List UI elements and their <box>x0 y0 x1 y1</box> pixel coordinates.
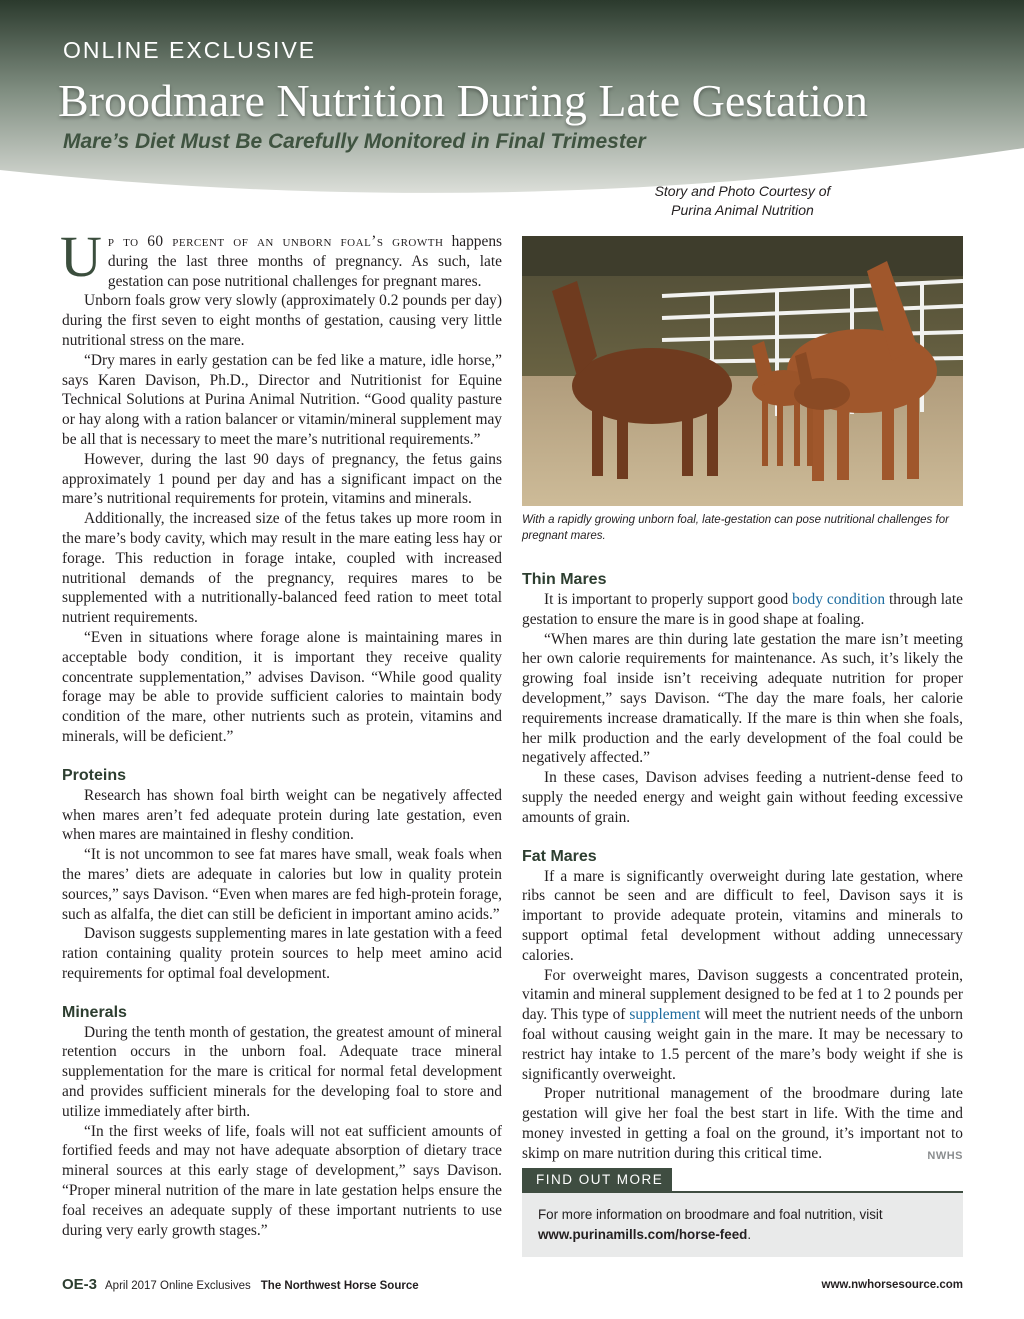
body-paragraph <box>522 966 963 1085</box>
body-paragraph: In these cases, Davison advises feeding a nutrient-dense feed to supply the needed energy and weight gain without feeding excessive amounts of grain. <box>522 769 963 826</box>
find-out-more-box <box>522 1193 963 1257</box>
body-condition-link[interactable]: body condition <box>792 591 886 608</box>
drop-cap: U <box>60 224 102 289</box>
credit-line-1: Story and Photo Courtesy of <box>654 183 831 199</box>
article-title: Broodmare Nutrition During Late Gestation <box>58 75 868 126</box>
section-heading-thin-mares: Thin Mares <box>522 571 607 588</box>
body-paragraph <box>522 1084 963 1163</box>
photo-credit <box>620 182 865 220</box>
find-out-more-text: For more information on broodmare and foal nutrition, visit <box>538 1207 883 1222</box>
purina-url-link[interactable]: www.purinamills.com/horse-feed <box>538 1227 748 1242</box>
publication-name: The Northwest Horse Source <box>260 1280 419 1292</box>
photo-caption: With a rapidly growing unborn foal, late-gestation can pose nutritional challenges for pregnant mares. <box>522 514 949 542</box>
lead-paragraph <box>60 224 502 291</box>
text-span: through late gestation to ensure the mare is in good shape at foaling. <box>522 591 963 628</box>
body-paragraph: Unborn foals grow very slowly (approximately 0.2 pounds per day) during the first seven to eight months of gestation, causing very little nutritional stress on the mare. <box>62 292 502 349</box>
horses-photo <box>522 236 963 506</box>
page-number: OE-3 <box>62 1276 98 1293</box>
supplement-link[interactable]: supplement <box>629 1006 701 1024</box>
body-paragraph: However, during the last 90 days of pregnancy, the fetus gains approximately 1 pound per day and has a significant impact on the mare’s nutritional requirements for protein, vitamins and minerals. <box>62 450 502 508</box>
text-span: . <box>747 1227 752 1242</box>
website-link[interactable]: www.nwhorsesource.com <box>821 1279 963 1291</box>
body-paragraph: Additionally, the increased size of the fetus takes up more room in the mare’s body cavity, which may result in the mare eating less hay or forage. This reduction in forage intake, coupled with increased nutritional demands of the pregnancy, requires mares to be supplemented with a nutritionally-balanced feed ration to meet total nutrient requirements. <box>62 510 502 627</box>
header-banner <box>0 0 1024 200</box>
article-subtitle: Mare’s Diet Must Be Carefully Monitored in Final Trimester <box>63 130 646 153</box>
text-span: It is important to properly support good <box>544 591 793 608</box>
section-heading-fat-mares: Fat Mares <box>522 847 597 865</box>
section-heading-proteins: Proteins <box>62 766 127 784</box>
body-paragraph <box>522 590 963 630</box>
text-span: will meet the nutrient needs of the unborn foal without causing weight gain in the mare. It may be necessary to restrict hay intake to 1.5 percent of the mare’s body weight if she is significantly overweight. <box>522 1006 963 1083</box>
section-heading-minerals: Minerals <box>62 1003 127 1021</box>
lead-text: happens during the last three months of pregnancy. As such, late gestation can pose nutritional challenges for pregnant mares. <box>107 233 502 290</box>
find-out-more-label: FIND OUT MORE <box>522 1168 672 1192</box>
author-signature: NWHS <box>927 1149 963 1162</box>
horses-illustration <box>522 236 963 506</box>
text-span: Proper nutritional management of the broodmare during late gestation will give her foal the best start in life. With the time and money invested in getting a foal on the ground, it’s important not to skimp on mare nutrition during this critical time. <box>522 1085 963 1162</box>
body-paragraph: Davison suggests supplementing mares in late gestation with a feed ration containing quality protein sources to help meet amino acid requirements for optimal foal development. <box>62 925 502 982</box>
issue-label: April 2017 Online Exclusives <box>105 1280 251 1292</box>
body-paragraph: During the tenth month of gestation, the greatest amount of mineral retention occurs in the unborn foal. Adequate trace mineral supplementation for the mare is critical for normal fetal development and provides sufficient minerals for the developing foal to store and utilize immediately after birth. <box>62 1023 502 1120</box>
body-paragraph: “In the first weeks of life, foals will not eat sufficient amounts of fortified feeds and may not have adequate absorption of dietary trace mineral sources at this early stage of development,” says Davison. “Proper mineral nutrition of the mare in late gestation helps ensure the foal receives an adequate supply of these important nutrients to use during very early growth stages.” <box>62 1122 502 1239</box>
body-paragraph: “It is not uncommon to see fat mares have small, weak foals when the mares’ diets are adequate in calories but low in quality protein sources,” says Davison. “Even when mares are fed high-protein forage, such as alfalfa, the diet can still be deficient in important amino acids.” <box>62 846 502 923</box>
credit-line-2: Purina Animal Nutrition <box>671 202 814 218</box>
body-paragraph: Research has shown foal birth weight can be negatively affected when mares aren’t fed adequate protein during late gestation, even when mares are maintained in fleshy condition. <box>62 786 502 844</box>
section-eyebrow: ONLINE EXCLUSIVE <box>63 37 317 63</box>
page-footer <box>62 1276 963 1298</box>
body-paragraph: “Even in situations where forage alone is maintaining mares in acceptable body condition, it is important they receive quality concentrate supplementation,” advises Davison. “While good quality forage may be able to provide sufficient calories to maintain body condition of the mare, other nutrients such as protein, vitamins and minerals, will be deficient.” <box>62 628 502 745</box>
body-paragraph: “Dry mares in early gestation can be fed like a mature, idle horse,” says Karen Davison, Ph.D., Director and Nutritionist for Equine Technical Solutions at Purina Animal Nutrition. “Good quality pasture or hay along with a ration balancer or vitamin/mineral supplement may be all that is necessary to meet the mare’s nutritional requirements.” <box>62 351 502 448</box>
article-column-right <box>522 570 963 1167</box>
article-column-left <box>60 224 502 1240</box>
body-paragraph: “When mares are thin during late gestation the mare isn’t meeting her own calorie requirements for maintenance. As such, it’s likely the growing foal inside isn’t receiving adequate nutrition for proper development,” says Davison. “The day the mare foals, her calorie requirements increase dramatically. If the mare is thin when she foals, her milk production and the early development of the foal could be negatively affected.” <box>522 630 963 767</box>
body-paragraph: If a mare is significantly overweight during late gestation, where ribs cannot be seen and are difficult to feel, Davison says it is important to provide adequate protein, vitamins and minerals to support optimal fetal development without adding unnecessary calories. <box>522 867 963 964</box>
lead-smallcaps: p to 60 percent of an unborn foal’s growth <box>107 233 444 250</box>
text-span: For overweight mares, Davison suggests a concentrated protein, vitamin and mineral supplement designed to be fed at 1 to 2 pounds per day. This type of <box>522 966 963 1024</box>
